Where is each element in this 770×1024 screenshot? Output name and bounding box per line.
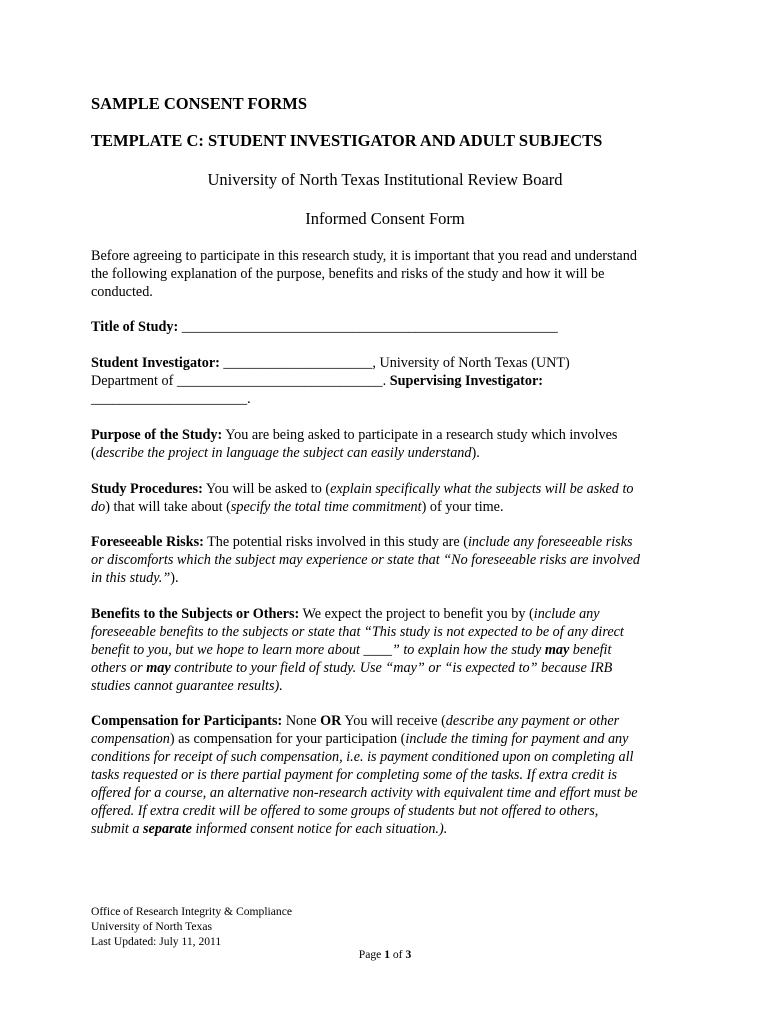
- title-of-study-field: [91, 318, 683, 336]
- compensation-label: Compensation for Participants:: [91, 713, 283, 729]
- footer: [91, 904, 292, 949]
- compensation-instruction: informed consent notice for each situation.).: [191, 821, 448, 837]
- benefits-instruction: include any: [533, 606, 600, 622]
- risks-text: ).: [170, 570, 179, 586]
- purpose-section: [91, 426, 683, 462]
- benefits-may-emphasis: may: [146, 660, 171, 676]
- supervising-investigator-label: Supervising Investigator:: [389, 373, 544, 389]
- department-prefix: Department of: [91, 373, 177, 389]
- risks-instruction: include any foreseeable risks: [467, 534, 633, 550]
- template-heading: TEMPLATE C: STUDENT INVESTIGATOR AND ADULT SUBJECTS: [91, 131, 603, 150]
- procedures-instruction: explain specifically what the subjects will be asked to: [330, 481, 634, 497]
- purpose-label: Purpose of the Study:: [91, 427, 223, 443]
- compensation-instruction: tasks requested or is there partial payment for completing some of the tasks. If extra credit is: [91, 767, 618, 783]
- compensation-instruction: conditions for receipt of such compensation, i.e. is payment conditioned upon on completing all: [91, 749, 634, 765]
- paren: (: [91, 445, 96, 461]
- benefits-label: Benefits to the Subjects or Others:: [91, 606, 300, 622]
- department-suffix: .: [382, 373, 390, 389]
- benefits-instruction: contribute to your field of study. Use “may” or “is expected to” because IRB: [170, 660, 613, 676]
- procedures-text: You will be asked to (: [202, 481, 331, 497]
- student-investigator-label: Student Investigator:: [91, 355, 220, 371]
- paren: ).: [471, 445, 480, 461]
- compensation-text: You will receive (: [341, 713, 446, 729]
- institution-title: University of North Texas Institutional Review Board: [207, 170, 563, 189]
- benefits-section: [91, 605, 683, 695]
- benefits-instruction: foreseeable benefits to the subjects or state that “This study is not expected to be of any direct: [91, 624, 624, 640]
- compensation-or: OR: [320, 713, 342, 729]
- intro-line: the following explanation of the purpose, benefits and risks of the study and how it will be: [91, 266, 605, 282]
- compensation-instruction: include the timing for payment and any: [405, 731, 629, 747]
- compensation-separate-emphasis: separate: [143, 821, 192, 837]
- procedures-section: [91, 480, 683, 516]
- compensation-instruction: describe any payment or other: [445, 713, 620, 729]
- page-number: [0, 948, 770, 961]
- department-blank: _____________________________: [176, 373, 383, 389]
- compensation-section: [91, 712, 683, 838]
- compensation-instruction: compensation: [91, 731, 170, 747]
- footer-last-updated: Last Updated: July 11, 2011: [91, 935, 222, 948]
- benefits-instruction: others or: [91, 660, 147, 676]
- procedures-time-instruction: specify the total time commitment: [230, 499, 422, 515]
- page-number-of: of: [389, 948, 406, 961]
- risks-label: Foreseeable Risks:: [91, 534, 204, 550]
- risks-instruction: or discomforts which the subject may experience or state that “No foreseeable risks are involved: [91, 552, 641, 568]
- form-title: Informed Consent Form: [305, 209, 465, 228]
- risks-section: [91, 533, 683, 587]
- page-number-current: 1: [384, 948, 390, 961]
- benefits-instruction: studies cannot guarantee results).: [91, 678, 283, 694]
- purpose-text: You are being asked to participate in a research study which involves: [222, 427, 618, 443]
- page-number-prefix: Page: [358, 948, 385, 961]
- intro-line: conducted.: [91, 284, 153, 300]
- benefits-text: We expect the project to benefit you by (: [299, 606, 534, 622]
- title-of-study-blank: _____________________________________________________: [178, 319, 558, 335]
- risks-text: The potential risks involved in this study are (: [203, 534, 468, 550]
- intro-line: Before agreeing to participate in this research study, it is important that you read and understand: [91, 248, 637, 264]
- footer-office: Office of Research Integrity & Compliance: [91, 905, 292, 918]
- compensation-instruction: offered. If extra credit will be offered to some groups of students but not offered to others,: [91, 803, 599, 819]
- compensation-text: ) as compensation for your participation (: [169, 731, 406, 747]
- purpose-instruction: describe the project in language the subject can easily understand: [95, 445, 472, 461]
- sample-consent-forms-heading: SAMPLE CONSENT FORMS: [91, 94, 308, 113]
- compensation-instruction: offered for a course, an alternative non-research activity with equivalent time and effort must be: [91, 785, 638, 801]
- intro-paragraph: [91, 247, 683, 301]
- investigator-section: [91, 354, 683, 408]
- title-of-study-label: Title of Study:: [91, 319, 179, 335]
- compensation-instruction: submit a: [91, 821, 144, 837]
- risks-instruction: in this study.”: [91, 570, 171, 586]
- page-number-total: 3: [405, 948, 412, 961]
- compensation-text: None: [282, 713, 321, 729]
- procedures-label: Study Procedures:: [91, 481, 203, 497]
- benefits-instruction: benefit to you, but we hope to learn more about ____” to explain how the study: [91, 642, 545, 658]
- student-investigator-blank: _____________________: [219, 355, 373, 371]
- procedures-text: ) that will take about (: [105, 499, 231, 515]
- procedures-text: ) of your time.: [421, 499, 504, 515]
- student-investigator-affiliation: , University of North Texas (UNT): [372, 355, 570, 371]
- supervising-investigator-blank: ______________________.: [91, 391, 251, 407]
- procedures-instruction: do: [91, 499, 106, 515]
- benefits-may-emphasis: may: [544, 642, 570, 658]
- benefits-instruction: benefit: [569, 642, 612, 658]
- footer-university: University of North Texas: [91, 920, 213, 933]
